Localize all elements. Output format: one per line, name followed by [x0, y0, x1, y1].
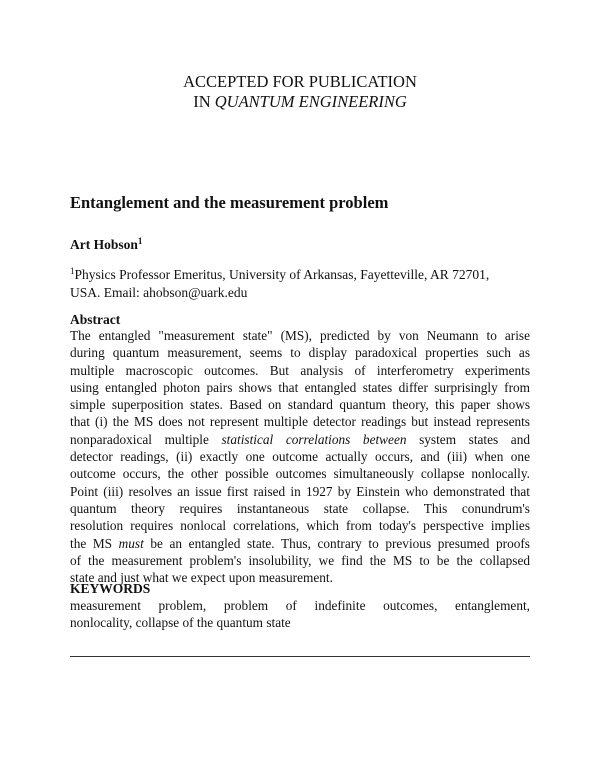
affiliation-text: Physics Professor Emeritus, University of Arkansas, Fayetteville, AR 72701,	[74, 267, 490, 282]
affiliation-line-1	[70, 263, 530, 284]
abstract-line: Point (iii) resolves an issue first raised in 1927 by Einstein who demonstrated that	[70, 483, 530, 499]
abstract-text: system states and	[406, 431, 530, 447]
abstract-line: of the measurement problem's insolubility, we find the MS to be the collapsed	[70, 552, 530, 568]
abstract-text: nonparadoxical multiple	[70, 431, 222, 447]
abstract-line: outcome occurs, the other possible outcomes simultaneously collapse nonlocally.	[70, 466, 530, 482]
abstract-line: detector readings, (ii) exactly one outcome actually occurs, and (iii) when one	[70, 449, 530, 465]
footnote-divider	[70, 656, 530, 657]
abstract-line: resolution requires nonlocal correlations, which from today's perspective implies	[70, 518, 530, 534]
publication-banner	[0, 72, 600, 112]
paper-title: Entanglement and the measurement problem	[70, 193, 389, 212]
abstract-text: be an entangled state. Thus, contrary to previous presumed proofs	[143, 535, 530, 551]
journal-name: QUANTUM ENGINEERING	[214, 92, 407, 111]
author-line	[70, 233, 142, 253]
keywords-heading: KEYWORDS	[70, 581, 151, 596]
affiliation	[70, 263, 530, 301]
abstract-line: quantum theory requires instantaneous state collapse. This conundrum's	[70, 500, 530, 516]
abstract-line	[70, 431, 530, 448]
banner-line-2	[0, 92, 600, 112]
abstract-line: simple superposition states. Based on standard quantum theory, this paper shows	[70, 397, 530, 413]
author-affiliation-marker: 1	[137, 236, 143, 246]
abstract-body	[70, 327, 530, 586]
abstract-line: state and just what we expect upon measurement.	[70, 570, 333, 586]
abstract-line: that (i) the MS does not represent multiple detector readings but instead represents	[70, 414, 530, 430]
abstract-emphasis: statistical correlations between	[221, 431, 407, 447]
abstract-line: The entangled "measurement state" (MS), predicted by von Neumann to arise	[70, 328, 530, 343]
abstract-line: multiple macroscopic outcomes. But analysis of interferometry experiments	[70, 362, 530, 378]
affiliation-line-2: USA. Email: ahobson@uark.edu	[70, 284, 248, 300]
abstract-heading: Abstract	[70, 312, 121, 327]
keywords-line: measurement problem, problem of indefinite outcomes, entanglement,	[70, 598, 530, 613]
abstract-emphasis: must	[118, 535, 144, 551]
affiliation-marker: 1	[70, 266, 75, 276]
abstract-line	[70, 535, 530, 552]
banner-line-1: ACCEPTED FOR PUBLICATION	[183, 72, 417, 91]
abstract-text: the MS	[70, 535, 119, 551]
author-name: Art Hobson	[70, 237, 138, 252]
keywords-line: nonlocality, collapse of the quantum state	[70, 615, 291, 631]
abstract-line: using entangled photon pairs shows that entangled states differ surprisingly from	[70, 379, 530, 395]
abstract-line: during quantum measurement, seems to display paradoxical properties such as	[70, 345, 530, 361]
banner-prefix: IN	[193, 92, 215, 111]
keywords-body	[70, 597, 530, 632]
